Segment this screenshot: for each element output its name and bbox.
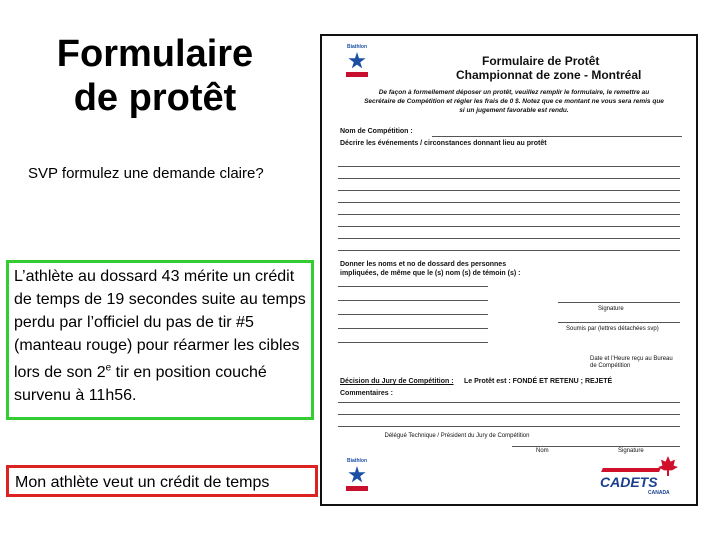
- slide-title: [20, 32, 290, 120]
- form-line: [338, 238, 680, 239]
- form-line: [338, 414, 680, 415]
- good-example-text: L’athlète au dossard 43 mérite un crédit de temps de 19 secondes suite au temps perdu par l’officiel du pas de tir #5 (manteau rouge) pour réarmer les cibles lors de son 2e tir en position couché survenu à 11h56.: [14, 268, 306, 405]
- describe-label: Décrire les événements / circonstances donnant lieu au protêt: [340, 140, 547, 147]
- form-line: [338, 202, 680, 203]
- protest-form-image: [320, 34, 698, 506]
- form-line: [338, 402, 680, 403]
- cadets-canada-logo: [596, 456, 686, 500]
- persons-label: Donner les noms et no de dossard des personnes impliquées, de même que le (s) nom (s) de témoin (s) :: [340, 261, 521, 277]
- form-line: [338, 300, 488, 301]
- protest-result-label: Le Protêt est : FONDÉ ET RETENU ; REJETÉ: [464, 378, 613, 385]
- signature-label: Signature: [598, 306, 624, 312]
- form-line: [338, 166, 680, 167]
- form-line: [338, 342, 488, 343]
- form-line: [338, 286, 488, 287]
- form-title: Formulaire de Protêt: [482, 54, 600, 68]
- biathlon-logo-bottom: [342, 458, 372, 494]
- title-line-2: de protêt: [73, 77, 237, 119]
- form-line: [338, 178, 680, 179]
- logo-bar: [346, 486, 368, 491]
- slide-subtitle: SVP formulez une demande claire?: [28, 165, 264, 182]
- competition-line: [432, 136, 682, 137]
- received-label: Date et l’Heure reçu au Bureau de Compétition: [590, 356, 673, 369]
- star-icon: [348, 466, 366, 484]
- name-label: Nom: [536, 448, 549, 454]
- logo-text-bottom: Biathlon: [347, 458, 367, 464]
- bad-example-text: Mon athlète veut un crédit de temps: [15, 474, 270, 491]
- logo-bar: [346, 72, 368, 77]
- form-line: [338, 426, 680, 427]
- title-line-1: Formulaire: [56, 33, 254, 75]
- good-example-box: [6, 260, 314, 420]
- form-line: [338, 250, 680, 251]
- competition-name-label: Nom de Compétition :: [340, 128, 413, 135]
- comments-label: Commentaires :: [340, 390, 393, 397]
- form-line: [338, 190, 680, 191]
- form-line: [338, 214, 680, 215]
- submitted-label: Soumis par (lettres détachées svp): [566, 326, 659, 332]
- swoosh-icon: [601, 468, 661, 472]
- tech-delegate-label: Délégué Technique / Président du Jury de Compétition: [384, 433, 530, 439]
- logo-text-top: Biathlon: [347, 44, 367, 50]
- cadets-sub: CANADA: [648, 490, 670, 496]
- form-line: [338, 226, 680, 227]
- cadets-word: CADETS: [600, 474, 658, 490]
- signature-line: [558, 302, 680, 303]
- decision-label: Décision du Jury de Compétition :: [340, 378, 454, 385]
- submitted-line: [558, 322, 680, 323]
- form-line: [338, 314, 488, 315]
- bad-example-box: [6, 465, 318, 497]
- form-subtitle: Championnat de zone - Montréal: [456, 68, 642, 82]
- form-intro: De façon à formellement déposer un protêt, veuillez remplir le formulaire, le remettre au Secrétaire de Compétition et régler les frais de 0 $. Notez que ce montant ne vous sera remis que si un jugement favorable est rendu.: [364, 89, 664, 114]
- star-icon: [348, 52, 366, 70]
- biathlon-logo-top: [342, 44, 372, 80]
- form-line: [338, 328, 488, 329]
- maple-leaf-icon: [658, 456, 678, 476]
- tech-line: [512, 446, 680, 447]
- signature2-label: Signature: [618, 448, 644, 454]
